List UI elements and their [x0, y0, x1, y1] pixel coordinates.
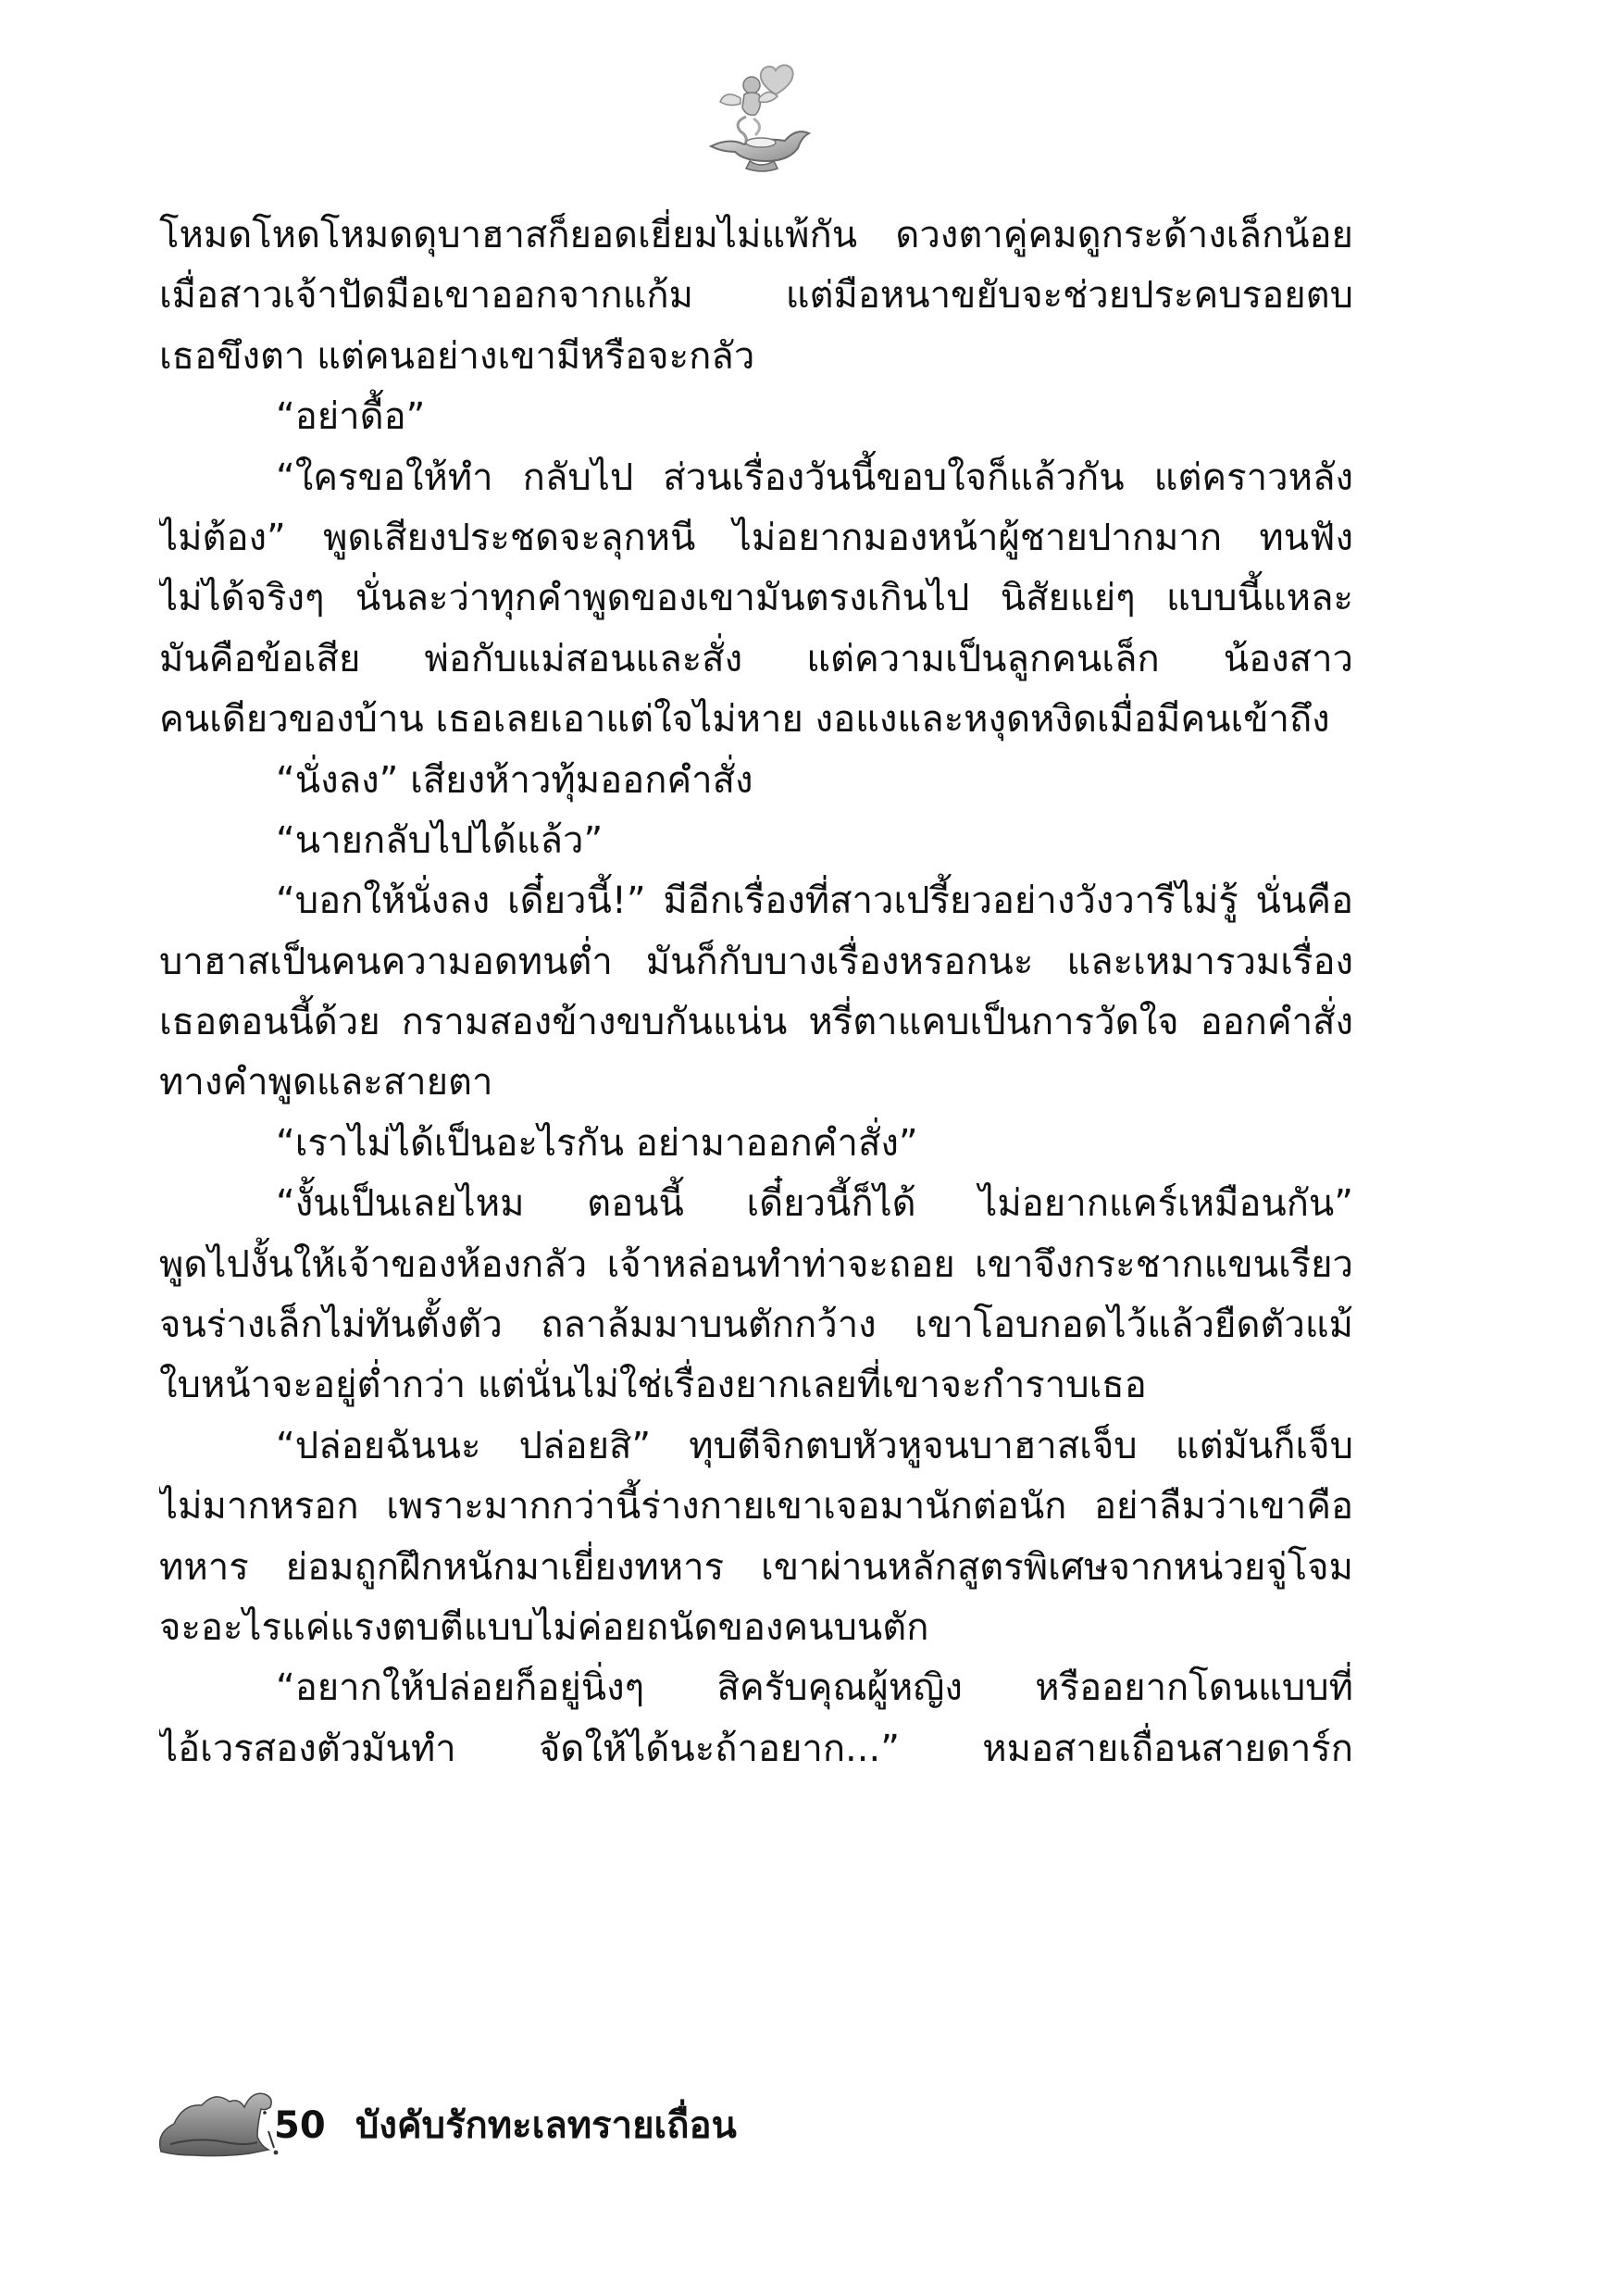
text-line: ทหาร ย่อมถูกฝึกหนักมาเยี่ยงทหาร เขาผ่านหลักสูตรพิเศษจากหน่วยจู่โจม: [159, 1545, 1353, 1589]
camel-icon: [152, 2066, 281, 2164]
text-line: ไอ้เวรสองตัวมันทำ จัดให้ได้นะถ้าอยาก...” หมอสายเถื่อนสายดาร์ก: [159, 1727, 1353, 1770]
text-line: “อยากให้ปล่อยก็อยู่นิ่งๆ สิครับคุณผู้หญิง หรืออยากโดนแบบที่: [276, 1666, 1353, 1710]
text-line: โหมดโหดโหมดดุบาฮาสก็ยอดเยี่ยมไม่แพ้กัน ดวงตาคู่คมดูกระด้างเล็กน้อย: [159, 214, 1353, 256]
text-line: บาฮาสเป็นคนความอดทนต่ำ มันก็กับบางเรื่องหรอกนะ และเหมารวมเรื่อง: [159, 940, 1353, 983]
text-line: ไม่ได้จริงๆ นั่นละว่าทุกคำพูดของเขามันตรงเกินไป นิสัยแย่ๆ แบบนี้แหละ: [159, 577, 1353, 620]
text-line: “นั่งลง” เสียงห้าวทุ้มออกคำสั่ง: [276, 758, 753, 802]
text-line: “บอกให้นั่งลง เดี๋ยวนี้!” มีอีกเรื่องที่สาวเปรี้ยวอย่างวังวารีไม่รู้ นั่นคือ: [276, 880, 1353, 923]
text-line: “ปล่อยฉันนะ ปล่อยสิ” ทุบตีจิกตบหัวหูจนบาฮาสเจ็บ แต่มันก็เจ็บ: [276, 1424, 1353, 1467]
text-line: ไม่ต้อง” พูดเสียงประชดจะลุกหนี ไม่อยากมองหน้าผู้ชายปากมาก ทนฟัง: [159, 516, 1353, 559]
text-line: “อย่าดื้อ”: [276, 395, 426, 439]
text-line: จนร่างเล็กไม่ทันตั้งตัว ถลาล้มมาบนตักกว้าง เขาโอบกอดไว้แล้วยืดตัวแม้: [159, 1304, 1353, 1347]
text-line: เธอตอนนี้ด้วย กรามสองข้างขบกันแน่น หรี่ตาแคบเป็นการวัดใจ ออกคำสั่ง: [159, 1001, 1353, 1044]
text-line: จะอะไรแค่แรงตบตีแบบไม่ค่อยถนัดของคนบนตัก: [159, 1605, 929, 1649]
text-line: เมื่อสาวเจ้าปัดมือเขาออกจากแก้ม แต่มือหนาขยับจะช่วยประคบรอยตบ: [159, 274, 1353, 318]
text-line: ทางคำพูดและสายตา: [159, 1061, 493, 1104]
footer: [152, 2066, 892, 2168]
book-title: บังคับรักทะเลทรายเถื่อน: [355, 2104, 737, 2147]
text-line: ไม่มากหรอก เพราะมากกว่านี้ร่างกายเขาเจอมานักต่อนัก อย่าลืมว่าเขาคือ: [159, 1485, 1353, 1529]
text-line: ใบหน้าจะอยู่ต่ำกว่า แต่นั่นไม่ใช่เรื่องยากเลยที่เขาจะกำราบเธอ: [159, 1364, 1147, 1407]
text-line: “นายกลับไปได้แล้ว”: [276, 818, 604, 862]
body-text: [159, 206, 1353, 1779]
text-line: มันคือข้อเสีย พ่อกับแม่สอนและสั่ง แต่ความเป็นลูกคนเล็ก น้องสาว: [159, 637, 1353, 680]
text-line: คนเดียวของบ้าน เธอเลยเอาแต่ใจไม่หาย งอแงและหงุดหงิดเมื่อมีคนเข้าถึง: [159, 698, 1330, 742]
text-line: “ใครขอให้ทำ กลับไป ส่วนเรื่องวันนี้ขอบใจก็แล้วกัน แต่คราวหลัง: [276, 455, 1353, 499]
text-line: “เราไม่ได้เป็นอะไรกัน อย่ามาออกคำสั่ง”: [276, 1121, 918, 1165]
cupid-magic-lamp-icon: [703, 57, 815, 176]
text-line: เธอขึงตา แต่คนอย่างเขามีหรือจะกลัว: [159, 334, 755, 378]
page-number: 50: [274, 2104, 326, 2147]
text-line: “งั้นเป็นเลยไหม ตอนนี้ เดี๋ยวนี้ก็ได้ ไม่อยากแคร์เหมือนกัน”: [276, 1182, 1353, 1226]
text-line: พูดไปงั้นให้เจ้าของห้องกลัว เจ้าหล่อนทำท่าจะถอย เขาจึงกระชากแขนเรียว: [159, 1242, 1353, 1286]
